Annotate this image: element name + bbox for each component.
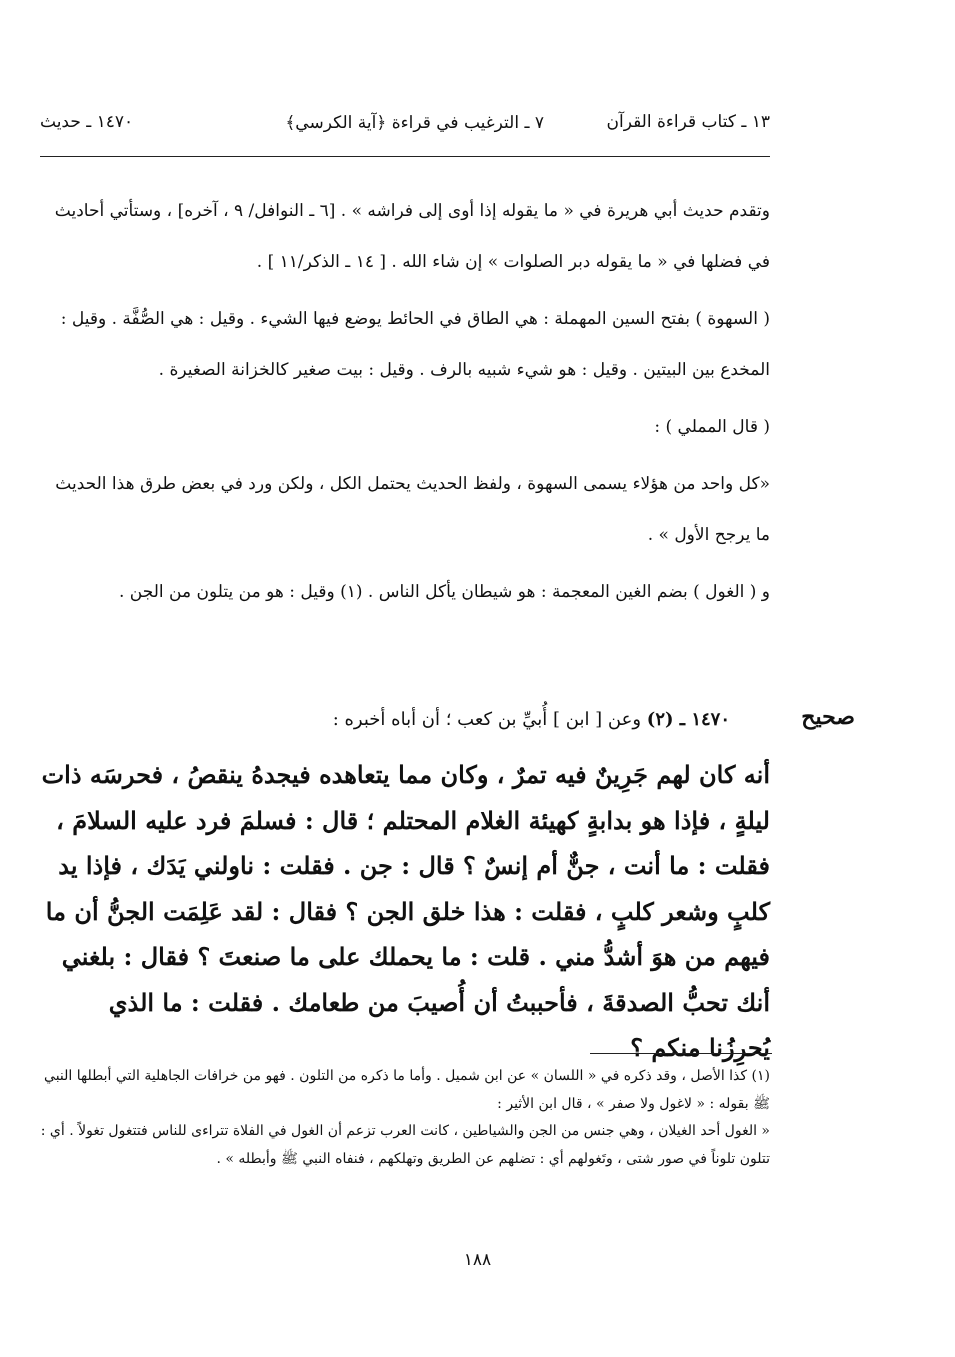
footnotes [40, 1063, 770, 1173]
paragraph-mumli-heading: ( قال المملي ) : [654, 417, 770, 437]
hadith-text: أنه كان لهم جَرِينٌ فيه تمرٌ ، وكان مما يتعاهده فيجدهُ ينقصُ ، فحرسَه ذات ليلةٍ ، فإذا هو بدابةٍ كهيئة الغلام المحتلم ؛ قال : فسلمَ فرد عليه السلامَ ، فقلت : ما أنت ، جنٌّ أم إنسٌ ؟ قال : جن . فقلت : ناولني يَدَك ، فإذا يد كلبٍ وشعر كلبٍ ، فقلت : هذا خلق الجن ؟ فقال : لقد عَلِمَت الجنُّ أن ما فيهم من هوَ أشدُّ مني . قلت : ما يحملك على ما صنعتَ ؟ فقال : بلغني أنك تحبُّ الصدقةَ ، فأحببتُ أن أُصيبَ من طعامك . فقلت : ما الذي يُحرِزُنا منكم ؟ [41, 760, 770, 1062]
footnote-rule [590, 1053, 772, 1054]
paragraph-references: وتقدم حديث أبي هريرة في « ما يقوله إذا أوى إلى فراشه » . [٦ ـ النوافل/ ٩ ، آخره] ، وستأتي أحاديث في فضلها في « ما يقوله دبر الصلوات » إن شاء الله . [ ١٤ ـ الذكر/١١ ] . [54, 201, 770, 272]
hadith-number: ١٤٧٠ ـ (٢) [646, 709, 730, 730]
hadith-intro-line [40, 700, 730, 740]
header-section: ٧ ـ الترغيب في قراءة ﴿آية الكرسي﴾ [285, 113, 544, 133]
hadith-intro: وعن [ ابن ] أُبيِّ بن كعب ؛ أن أباه أخبره : [332, 709, 642, 730]
footnote-1: (١) كذا الأصل ، وقد ذكره في « اللسان » عن ابن شميل . وأما ما ذكره من التلون . فهو من خرافات الجاهلية التي أبطلها النبي ﷺ بقوله : « لاغول ولا صفر » ، قال ابن الأثير : [44, 1068, 770, 1112]
paragraph-sahwa-definition: ( السهوة ) بفتح السين المهملة : هي الطاق في الحائط يوضع فيها الشيء . وقيل : هي الصُّفَّة . وقيل : المخدع بين البيتين . وقيل : هو شيء شبيه بالرف . وقيل : بيت صغير كالخزانة الصغيرة . [60, 309, 770, 380]
hadith-grade: صحيح [801, 704, 855, 730]
page-number: ١٨٨ [463, 1250, 492, 1270]
header-hadith-number: ١٤٧٠ ـ حديث [40, 112, 134, 132]
header-chapter: ١٣ ـ كتاب قراءة القرآن [606, 112, 770, 132]
header-rule [40, 156, 770, 157]
paragraph-ghoul-definition: و ( الغول ) بضم الغين المعجمة : هو شيطان يأكل الناس . (١) وقيل : هو من يتلون من الجن . [119, 582, 770, 602]
commentary-body [40, 186, 770, 618]
paragraph-mumli-quote: «كل واحد من هؤلاء يسمى السهوة ، ولفظ الحديث يحتمل الكل ، ولكن ورد في بعض طرق هذا الحديث ما يرجح الأول » . [55, 474, 770, 545]
running-header [40, 112, 770, 144]
footnote-1-quote: « الغول أحد الغيلان ، وهي جنس من الجن والشياطين ، كانت العرب تزعم أن الغول في الفلاة تتراءى للناس فتتغول تغولاً . أي : تتلون تلوناً في صور شتى ، وتَغولهم أي : تضلهم عن الطريق وتهلكهم ، فنفاه النبي ﷺ وأبطله » . [40, 1123, 770, 1167]
